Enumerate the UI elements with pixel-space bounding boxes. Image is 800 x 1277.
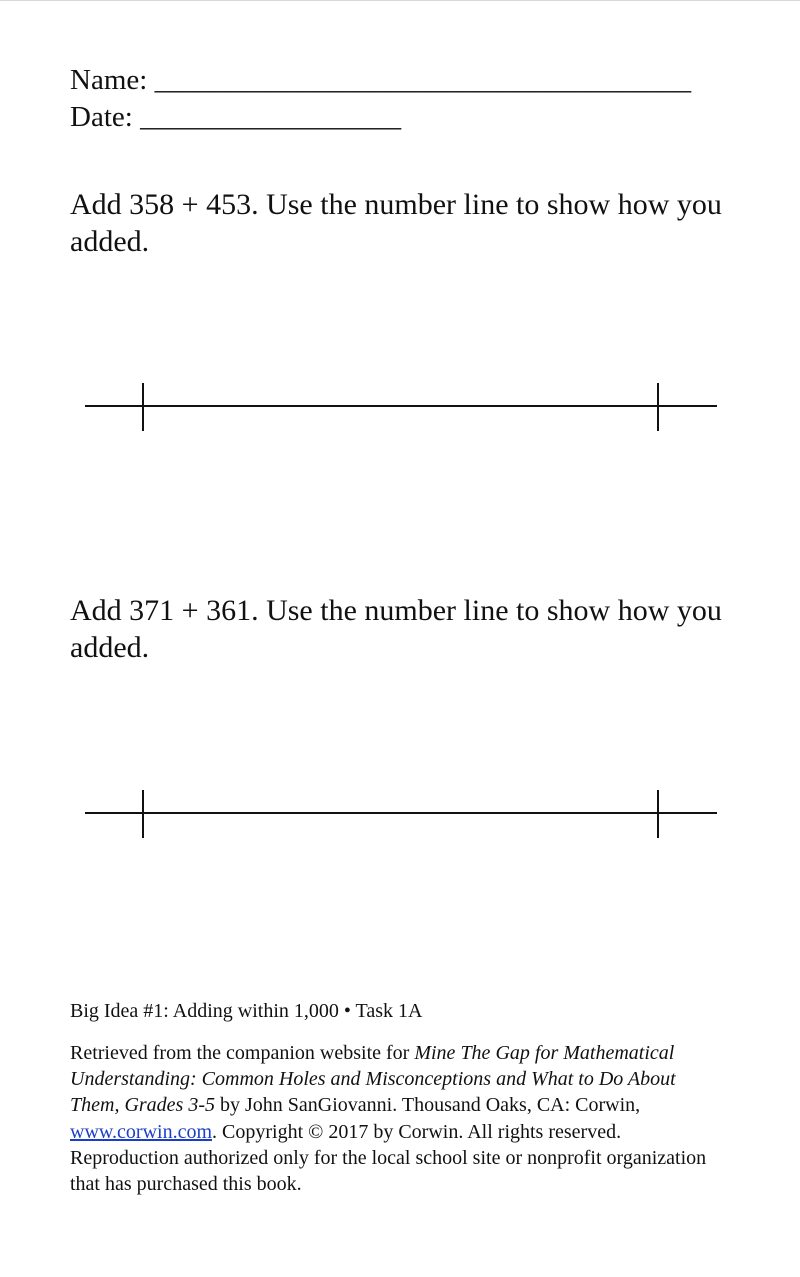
name-field (70, 62, 691, 98)
copyright-notice (70, 1040, 730, 1197)
problem-2-prompt: Add 371 + 361. Use the number line to show how you added. (70, 594, 722, 664)
task-label: Big Idea #1: Adding within 1,000 • Task 1A (70, 1000, 423, 1022)
name-label: Name: (70, 64, 148, 96)
credit-middle: by John SanGiovanni. Thousand Oaks, CA: Corwin, (215, 1094, 641, 1117)
date-field (70, 99, 401, 135)
book-title: Mine The Gap for Mathematical Understanding: Common Holes and Misconceptions and What to Do About Them, Grades 3-5 (70, 1042, 676, 1117)
number-line-1 (85, 381, 717, 431)
number-line-2 (85, 788, 717, 838)
credit-prefix: Retrieved from the companion website for (70, 1042, 415, 1064)
date-blank-line: __________________ (140, 101, 402, 133)
problem-1-prompt: Add 358 + 453. Use the number line to show how you added. (70, 188, 722, 258)
name-blank-line: _____________________________________ (154, 64, 692, 96)
corwin-link[interactable]: www.corwin.com (70, 1120, 213, 1143)
date-label: Date: (70, 101, 133, 133)
credit-suffix: . Copyright © 2017 by Corwin. All rights reserved. Reproduction authorized only for the local school site or nonprofit organization that has purchased this book. (70, 1120, 707, 1196)
page-top-border (0, 0, 800, 1)
